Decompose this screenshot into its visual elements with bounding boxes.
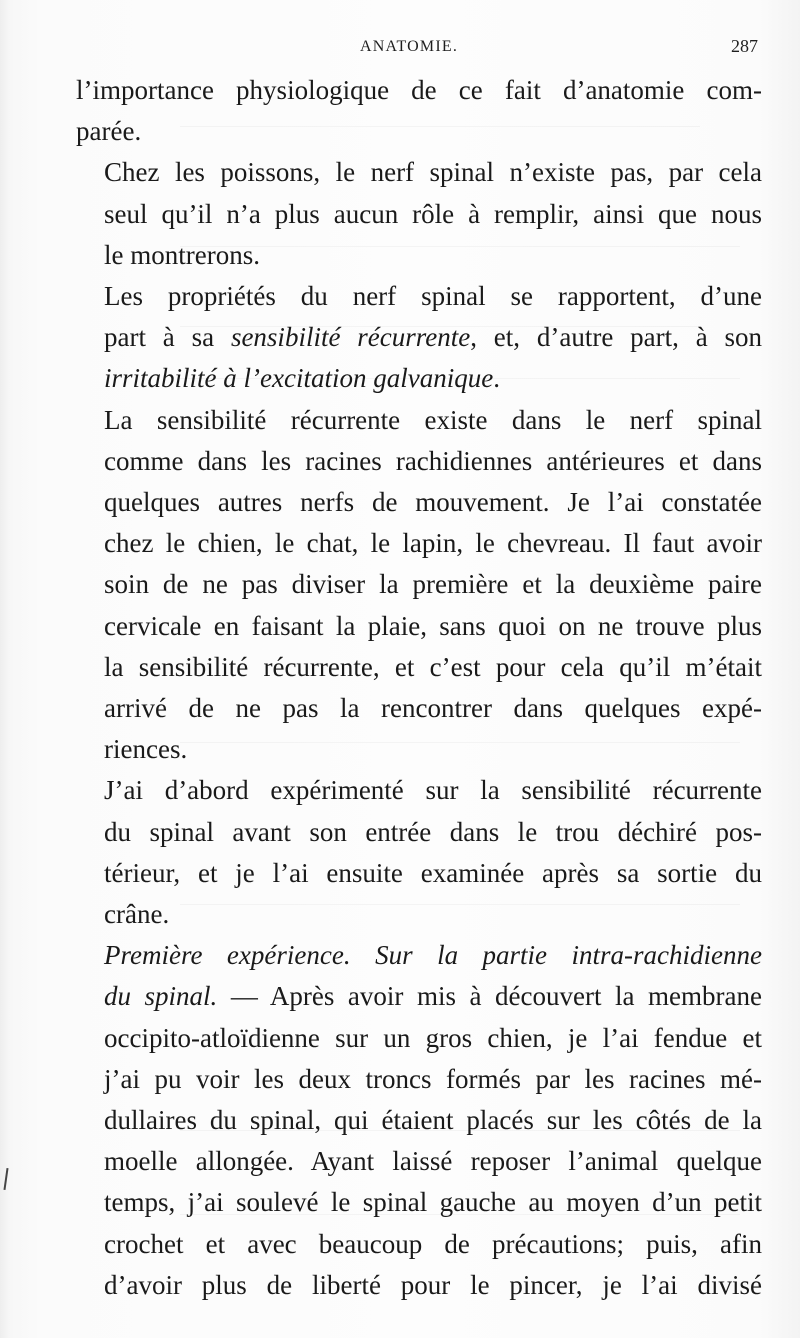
page-header <box>76 34 762 62</box>
text-line: la sensibilité récurrente, et c’est pour cela qu’il m’était <box>104 651 762 682</box>
text-line: l’importance physiologique de ce fait d’anatomie com- <box>76 75 762 105</box>
text-line: temps, j’ai soulevé le spinal gauche au moyen d’un petit <box>104 1187 762 1218</box>
text-segment: part à sa <box>104 322 231 353</box>
text-segment: . <box>493 363 500 394</box>
italic-term: irritabilité à l’excitation galvanique <box>104 363 494 394</box>
text-line: chez le chien, le chat, le lapin, le chevreau. Il faut avoir <box>104 528 762 559</box>
text-line: crochet et avec beaucoup de précautions; puis, afin <box>104 1228 762 1259</box>
text-line: du spinal avant son entrée dans le trou déchiré pos- <box>104 816 762 847</box>
text-line: le montrerons. <box>104 239 260 270</box>
text-line: Chez les poissons, le nerf spinal n’existe pas, par cela <box>104 157 762 188</box>
paragraph <box>76 770 762 935</box>
text-line: térieur, et je l’ai ensuite examinée après sa sortie du <box>104 857 762 888</box>
paragraph <box>76 276 762 400</box>
text-line: occipito-atloïdienne sur un gros chien, je l’ai fendue et <box>104 1022 762 1053</box>
text-line: j’ai pu voir les deux troncs formés par les racines mé- <box>104 1063 762 1094</box>
text-line: Les propriétés du nerf spinal se rapportent, d’une <box>104 281 762 312</box>
text-line: parée. <box>76 116 142 147</box>
paragraph <box>76 400 762 771</box>
text-line <box>76 358 762 399</box>
body-text <box>76 70 762 1306</box>
text-line: arrivé de ne pas la rencontrer dans quelques expé- <box>104 693 762 724</box>
text-line: dullaires du spinal, qui étaient placés sur les côtés de la <box>104 1105 762 1136</box>
text-line: soin de ne pas diviser la première et la deuxième paire <box>104 569 762 600</box>
italic-term: du spinal. <box>104 981 218 1012</box>
text-line: d’avoir plus de liberté pour le pincer, je l’ai divisé <box>104 1269 762 1300</box>
paragraph <box>76 152 762 276</box>
text-line: riences. <box>104 734 188 765</box>
text-line: seul qu’il n’a plus aucun rôle à remplir, ainsi que nous <box>104 198 762 229</box>
text-line: comme dans les racines rachidiennes antérieures et dans <box>104 445 762 476</box>
text-line: moelle allongée. Ayant laissé reposer l’animal quelque <box>104 1146 762 1177</box>
text-line: J’ai d’abord expérimenté sur la sensibilité récurrente <box>104 775 762 806</box>
margin-mark <box>3 1168 8 1190</box>
page-number: 287 <box>731 36 758 56</box>
text-line: quelques autres nerfs de mouvement. Je l’ai constatée <box>104 487 762 518</box>
section-heading: Première expérience. Sur la partie intra-rachidienne <box>104 940 762 971</box>
italic-term: sensibilité récurrente <box>230 322 471 353</box>
text-segment: — Après avoir mis à découvert la membrane <box>217 981 762 1012</box>
text-line <box>76 317 762 358</box>
text-line <box>76 976 762 1017</box>
paragraph <box>76 70 762 152</box>
text-line: crâne. <box>104 899 170 930</box>
text-line: La sensibilité récurrente existe dans le nerf spinal <box>104 404 762 435</box>
text-line: cervicale en faisant la plaie, sans quoi on ne trouve plus <box>104 610 762 641</box>
running-head: ANATOMIE. <box>360 38 459 55</box>
paragraph <box>76 935 762 1306</box>
text-segment: , et, d’autre part, à son <box>470 322 763 353</box>
